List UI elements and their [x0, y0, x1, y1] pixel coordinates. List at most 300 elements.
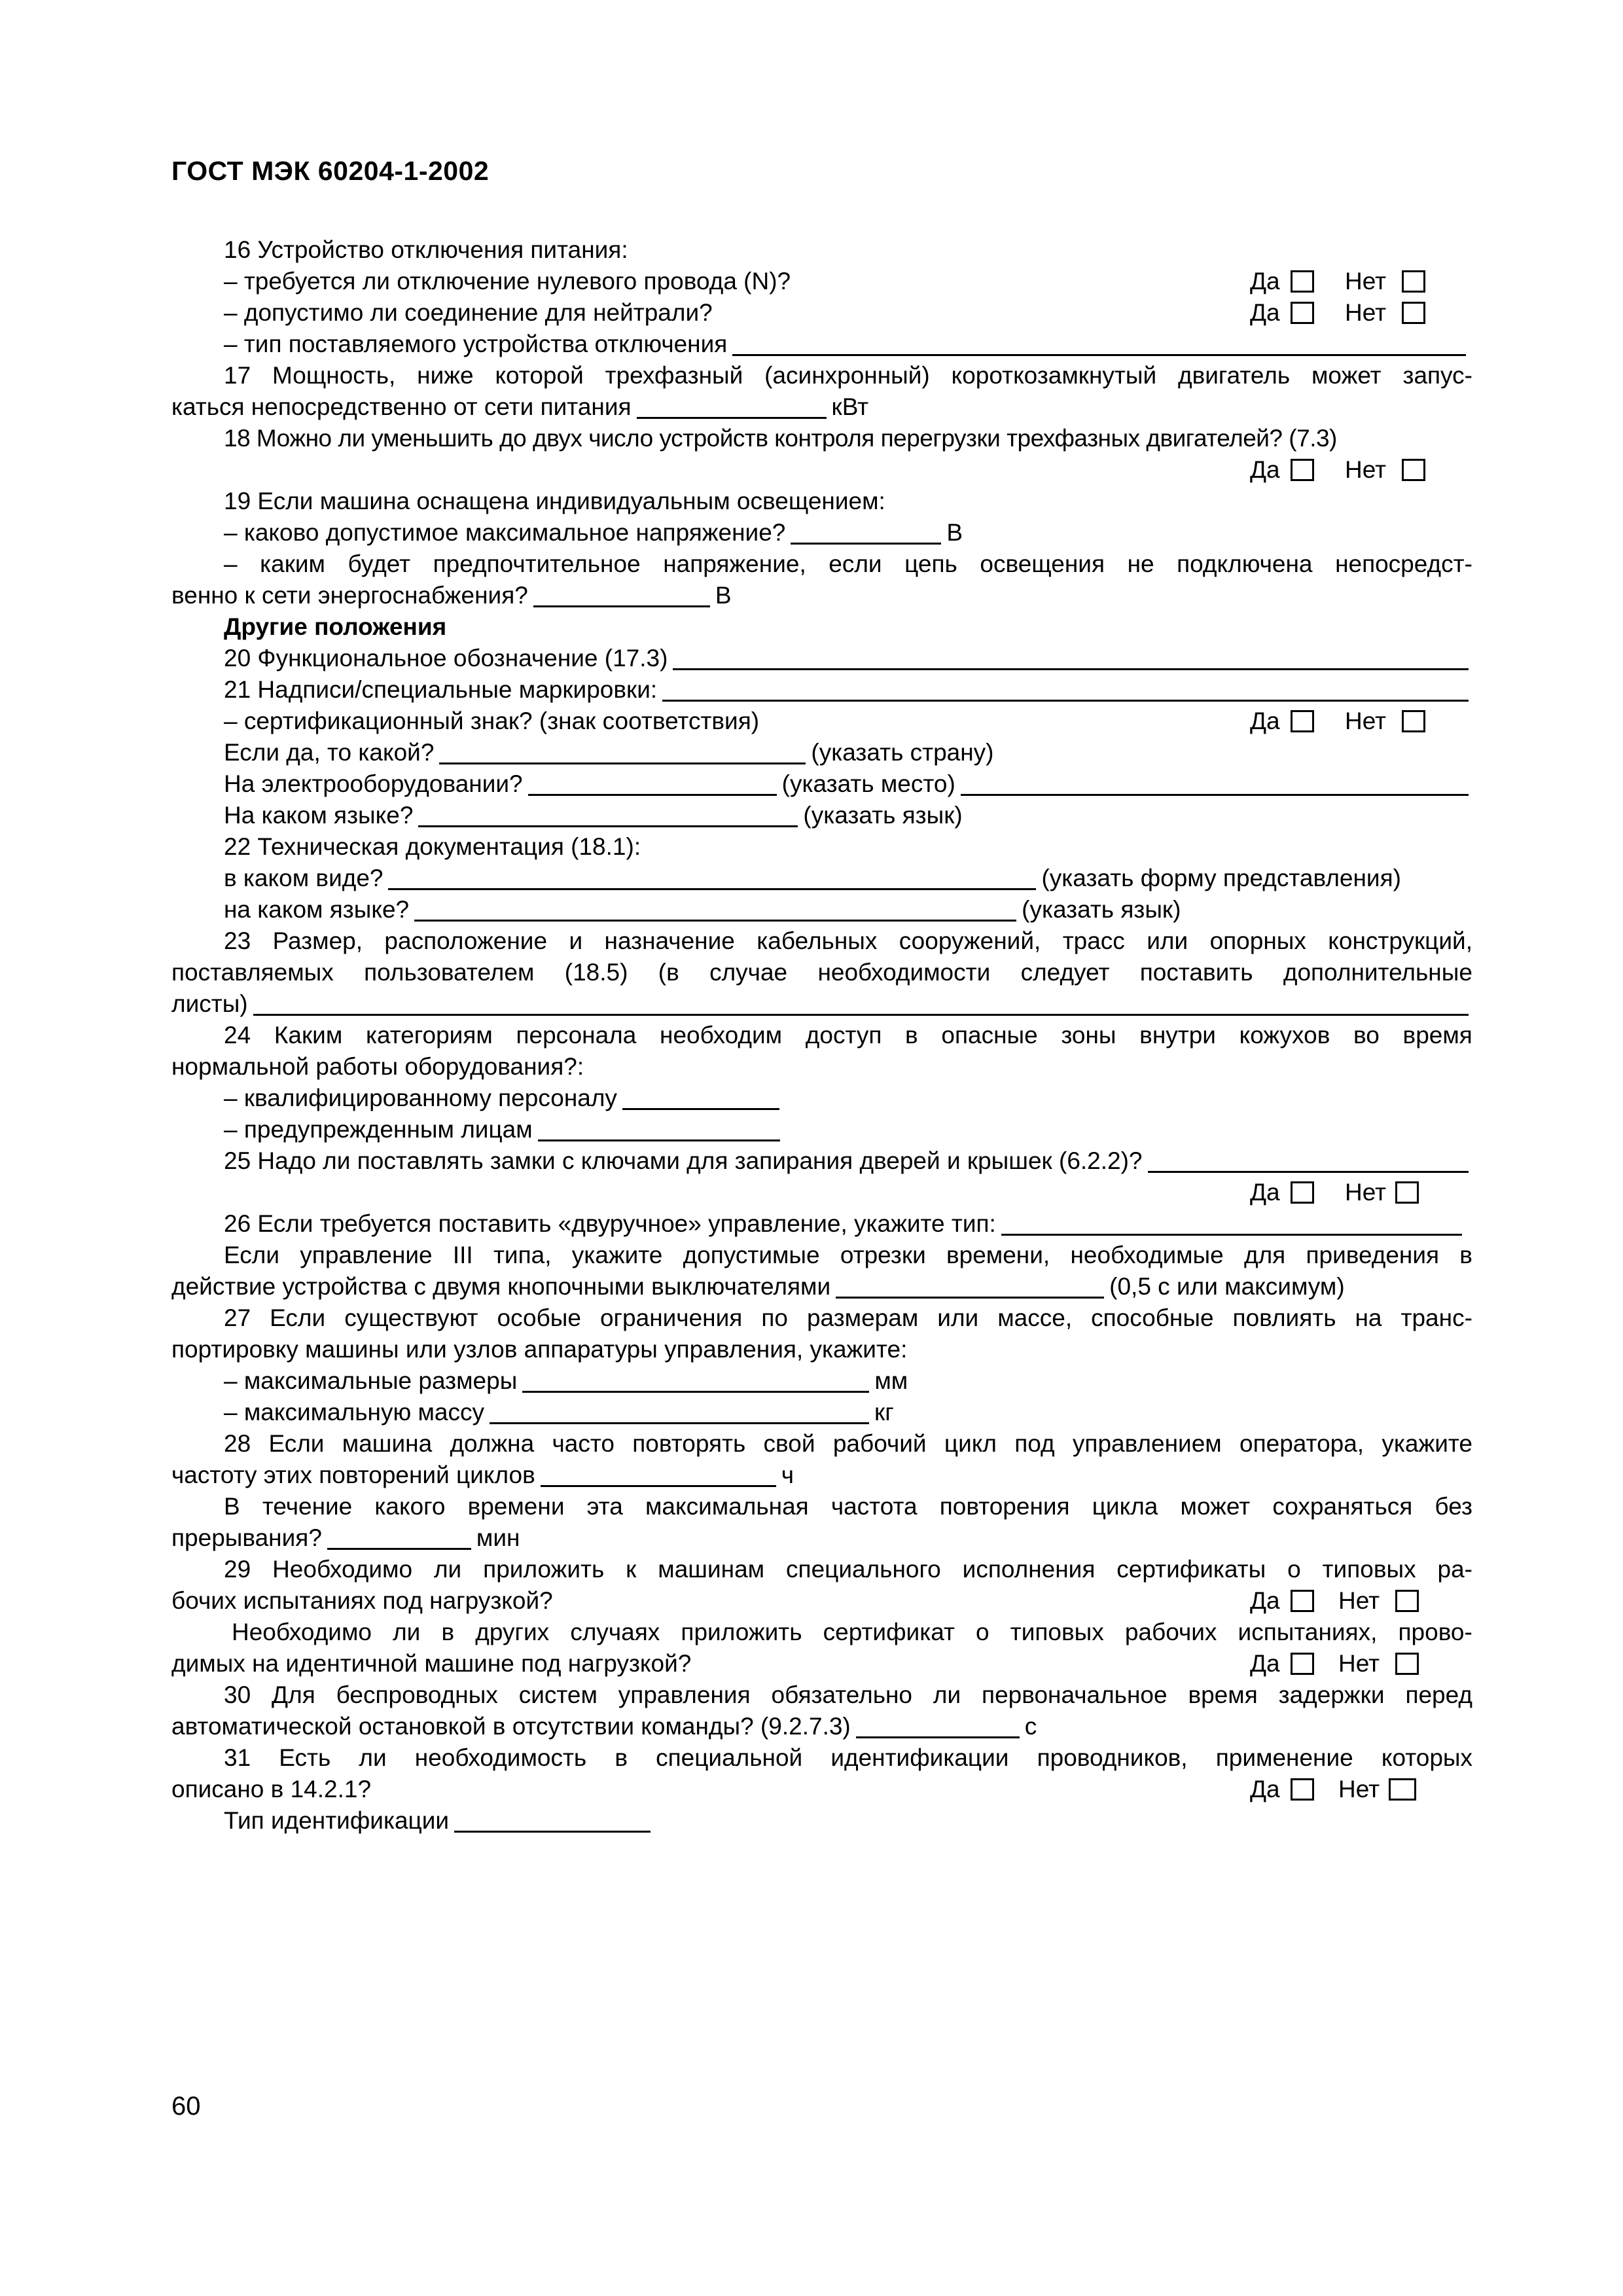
yes-label: Да: [1250, 1776, 1280, 1803]
item-23-line2: [171, 957, 1472, 988]
word: (в: [658, 959, 679, 986]
item-21b-text: Если да, то какой?: [224, 739, 435, 766]
item-27d-text: – максимальную массу: [224, 1399, 485, 1426]
word: или: [1147, 927, 1188, 954]
word: повторения: [939, 1493, 1070, 1520]
item-28-line4: [171, 1522, 1472, 1554]
word: повлиять: [1232, 1304, 1336, 1331]
word: в: [905, 1022, 918, 1049]
item-24c-text: – квалифицированному персоналу: [224, 1085, 617, 1111]
word: типа,: [493, 1242, 552, 1268]
word: категориям: [365, 1022, 493, 1049]
word: применение: [1215, 1744, 1353, 1771]
word: времени: [467, 1493, 565, 1520]
hint-place: (указать место): [781, 770, 955, 797]
fill-line[interactable]: [961, 772, 1469, 796]
word: персонала: [516, 1022, 637, 1049]
mass-field[interactable]: [490, 1400, 869, 1424]
item-18: 18 Можно ли уменьшить до двух число устройств контроля перегрузки трехфазных двигателей? (7.3): [224, 425, 1337, 452]
identification-field[interactable]: [454, 1808, 651, 1833]
word: предпочтительное: [433, 550, 641, 577]
word: машинам: [658, 1556, 765, 1583]
item-29b-text: бочих испытаниях под нагрузкой?: [171, 1587, 553, 1614]
yes-no-25: [1250, 1177, 1472, 1208]
word: Мощность,: [272, 362, 396, 389]
dimensions-field[interactable]: [522, 1369, 869, 1393]
item-19b-line1: [171, 548, 1472, 580]
word: в: [615, 1744, 628, 1771]
word: трасс: [1062, 927, 1125, 954]
word: ограничения: [599, 1304, 743, 1331]
word: 31: [224, 1744, 251, 1771]
item-27d: [171, 1397, 1472, 1428]
word: время: [1188, 1681, 1258, 1708]
word: по: [761, 1304, 788, 1331]
fill-line[interactable]: [662, 677, 1469, 702]
word: в: [441, 1619, 455, 1645]
voltage-field[interactable]: [791, 520, 941, 545]
item-26a-line2: [171, 1271, 1472, 1302]
word: 29: [224, 1556, 251, 1583]
word: сертификат: [823, 1619, 955, 1645]
word: допустимые: [683, 1242, 820, 1268]
word: сертификаты: [1116, 1556, 1266, 1583]
item-26: [171, 1208, 1462, 1240]
item-21c-text: На электрооборудовании?: [224, 770, 523, 797]
item-29d-text: димых на идентичной машине под нагрузкой?: [171, 1650, 692, 1677]
item-19c-text: венно к сети энергоснабжения?: [171, 582, 528, 609]
no-label: Нет: [1345, 1179, 1387, 1206]
item-28d-text: прерывания?: [171, 1524, 322, 1551]
yes-no-21a: [1250, 706, 1472, 737]
word: (асинхронный): [764, 362, 930, 389]
item-16c: [171, 329, 1466, 360]
item-29-line1: [171, 1554, 1472, 1585]
item-16-title: 16 Устройство отключения питания:: [224, 236, 628, 263]
word: идентификации: [830, 1744, 1009, 1771]
item-23-line1: [171, 925, 1472, 957]
word: будет: [348, 550, 411, 577]
equipment-field[interactable]: [528, 772, 777, 796]
item-30b-text: автоматической остановкой в отсутствии команды? (9.2.7.3): [171, 1713, 851, 1740]
yes-no-16b: [1250, 297, 1472, 329]
word: которых: [1381, 1744, 1472, 1771]
fill-line[interactable]: [732, 332, 1466, 356]
yes-checkbox[interactable]: [1291, 710, 1314, 732]
item-16c-text: – тип поставляемого устройства отключения: [224, 331, 728, 357]
item-29-line3: [171, 1617, 1472, 1648]
country-field[interactable]: [439, 740, 806, 764]
word: часто: [552, 1430, 615, 1457]
word: случае: [709, 959, 788, 986]
word: если: [829, 550, 882, 577]
item-28b-text: частоту этих повторений циклов: [171, 1462, 535, 1488]
fill-line[interactable]: [673, 646, 1469, 670]
power-field[interactable]: [637, 395, 827, 419]
time-field[interactable]: [836, 1274, 1104, 1299]
item-16a-text: – требуется ли отключение нулевого провода (N)?: [224, 268, 791, 295]
word: рабочий: [832, 1430, 927, 1457]
word: цепь: [904, 550, 957, 577]
item-21: [171, 674, 1469, 706]
item-27-line2: портировку машины или узлов аппаратуры управления, укажите:: [171, 1336, 908, 1363]
hint-time: (0,5 с или максимум): [1109, 1273, 1345, 1300]
word: III: [452, 1242, 473, 1268]
yes-checkbox[interactable]: [1291, 1778, 1314, 1801]
word: Для: [272, 1681, 315, 1708]
no-label: Нет: [1338, 1587, 1380, 1614]
word: исполнения: [962, 1556, 1096, 1583]
item-26-text: 26 Если требуется поставить «двуручное» управление, укажите тип:: [224, 1210, 996, 1237]
no-checkbox[interactable]: [1389, 1778, 1416, 1801]
no-label: Нет: [1345, 299, 1387, 326]
unit-kw: кВт: [831, 393, 869, 420]
word: кабельных: [757, 927, 878, 954]
hint-form: (указать форму представления): [1041, 865, 1401, 891]
language-field[interactable]: [418, 803, 798, 827]
item-17-text: каться непосредственно от сети питания: [171, 393, 632, 420]
item-26a-line1: [171, 1240, 1472, 1271]
item-21a-text: – сертификационный знак? (знак соответствия): [224, 708, 760, 734]
fill-line[interactable]: [1148, 1149, 1469, 1173]
word: опорных: [1209, 927, 1306, 954]
word: конструкций,: [1328, 927, 1472, 954]
language-field[interactable]: [414, 897, 1016, 922]
item-24-line2: нормальной работы оборудования?:: [171, 1053, 584, 1080]
word: Если: [224, 1242, 280, 1268]
item-19b-line2: [171, 580, 1472, 611]
word: задержки: [1278, 1681, 1385, 1708]
word: управлением: [1072, 1430, 1222, 1457]
item-28-line3: [171, 1491, 1472, 1522]
no-label: Нет: [1345, 268, 1387, 295]
unit-mm: мм: [874, 1367, 908, 1394]
word: которой: [495, 362, 584, 389]
item-21d: [171, 800, 1472, 831]
word: машина: [342, 1430, 433, 1457]
word: цикла: [1092, 1493, 1158, 1520]
item-31c: [171, 1805, 1472, 1837]
item-21-text: 21 Надписи/специальные маркировки:: [224, 676, 658, 703]
word: прово-: [1398, 1619, 1472, 1645]
item-22a: [171, 863, 1472, 894]
word: без: [1435, 1493, 1472, 1520]
yes-label: Да: [1250, 708, 1280, 734]
word: на: [1355, 1304, 1382, 1331]
word: кожухов: [1239, 1022, 1330, 1049]
yes-checkbox[interactable]: [1291, 1181, 1314, 1204]
word: непосредст-: [1335, 550, 1472, 577]
word: укажите: [571, 1242, 663, 1268]
word: 23: [224, 927, 251, 954]
yes-no-16a: [1250, 266, 1472, 297]
warned-field[interactable]: [538, 1117, 780, 1141]
word: типовых: [1322, 1556, 1416, 1583]
word: двигатель: [1178, 362, 1291, 389]
word: размерам: [806, 1304, 919, 1331]
yes-checkbox[interactable]: [1291, 270, 1314, 293]
item-24-line1: [171, 1020, 1472, 1051]
item-24c: [171, 1083, 1472, 1114]
item-24d: [171, 1114, 1472, 1145]
word: какого: [374, 1493, 446, 1520]
word: Необходимо: [232, 1619, 372, 1645]
word: свой: [763, 1430, 815, 1457]
item-23c-text: листы): [171, 990, 248, 1017]
word: ниже: [417, 362, 474, 389]
word: может: [1311, 362, 1382, 389]
word: ли: [933, 1681, 961, 1708]
no-checkbox[interactable]: [1395, 1653, 1419, 1675]
word: ра-: [1437, 1556, 1472, 1583]
word: отрезки: [840, 1242, 926, 1268]
word: опасные: [941, 1022, 1038, 1049]
item-16b-text: – допустимо ли соединение для нейтрали?: [224, 299, 713, 326]
word: необходимость: [414, 1744, 587, 1771]
page-number: 60: [171, 2092, 201, 2121]
unit-v: В: [715, 582, 732, 609]
word: Есть: [279, 1744, 331, 1771]
word: расположение: [384, 927, 548, 954]
no-label: Нет: [1345, 456, 1387, 483]
word: других: [475, 1619, 550, 1645]
word: управления: [618, 1681, 751, 1708]
item-28-line1: [171, 1428, 1472, 1460]
word: испытаниях,: [1238, 1619, 1378, 1645]
word: о: [976, 1619, 990, 1645]
yes-checkbox[interactable]: [1291, 1653, 1314, 1675]
item-30-line1: [171, 1679, 1472, 1711]
word: 24: [224, 1022, 251, 1049]
word: под: [1014, 1430, 1055, 1457]
item-21d-text: На каком языке?: [224, 802, 414, 829]
word: необходимости: [817, 959, 991, 986]
fill-line[interactable]: [1001, 1211, 1462, 1236]
form-field[interactable]: [388, 866, 1036, 890]
word: случаях: [570, 1619, 660, 1645]
word: систем: [518, 1681, 597, 1708]
item-27c: [171, 1365, 1472, 1397]
no-checkbox[interactable]: [1395, 1181, 1419, 1204]
word: В: [224, 1493, 240, 1520]
word: Каким: [274, 1022, 343, 1049]
word: каким: [260, 550, 325, 577]
word: должна: [450, 1430, 535, 1457]
item-21c: [171, 768, 1469, 800]
word: –: [224, 550, 238, 577]
item-31-line1: [171, 1742, 1472, 1774]
word: рабочих: [1124, 1619, 1217, 1645]
word: способные: [1091, 1304, 1214, 1331]
word: запус-: [1402, 362, 1472, 389]
word: во: [1353, 1022, 1380, 1049]
unit-v: В: [946, 519, 963, 546]
item-20-text: 20 Функциональное обозначение (17.3): [224, 645, 668, 672]
word: 27: [224, 1304, 251, 1331]
no-label: Нет: [1338, 1650, 1380, 1677]
word: пользователем: [364, 959, 535, 986]
word: сооружений,: [899, 927, 1041, 954]
unit-min: мин: [476, 1524, 520, 1551]
word: для: [1243, 1242, 1286, 1268]
yes-label: Да: [1250, 456, 1280, 483]
word: 30: [224, 1681, 251, 1708]
word: обязательно: [771, 1681, 912, 1708]
yes-label: Да: [1250, 299, 1280, 326]
hint-language: (указать язык): [803, 802, 963, 829]
yes-no-31: [1250, 1774, 1472, 1805]
item-23-line3: [171, 988, 1469, 1020]
word: приложить: [681, 1619, 802, 1645]
yes-label: Да: [1250, 1650, 1280, 1677]
word: управление: [300, 1242, 433, 1268]
word: укажите: [1382, 1430, 1472, 1457]
item-28-line2: [171, 1460, 1472, 1491]
word: частота: [830, 1493, 918, 1520]
word: освещения: [980, 550, 1105, 577]
word: специальной: [656, 1744, 803, 1771]
word: течение: [262, 1493, 353, 1520]
word: назначение: [604, 927, 735, 954]
fill-line[interactable]: [253, 992, 1469, 1016]
item-17-line1: [171, 360, 1472, 391]
word: особые: [497, 1304, 581, 1331]
yes-no-29a: [1250, 1585, 1472, 1617]
word: к: [626, 1556, 637, 1583]
unit-kg: кг: [874, 1399, 894, 1426]
word: напряжение,: [663, 550, 806, 577]
unit-s: с: [1024, 1713, 1037, 1740]
item-31c-text: Тип идентификации: [224, 1807, 450, 1834]
yes-label: Да: [1250, 1179, 1280, 1206]
duration-field[interactable]: [327, 1526, 471, 1550]
word: ли: [359, 1744, 387, 1771]
item-19a-text: – каково допустимое максимальное напряжение?: [224, 519, 786, 546]
word: массе,: [997, 1304, 1073, 1331]
item-17-line2: [171, 391, 1472, 423]
word: доступ: [805, 1022, 882, 1049]
item-22a-text: в каком виде?: [224, 865, 383, 891]
item-22b-text: на каком языке?: [224, 896, 410, 923]
yes-checkbox[interactable]: [1291, 302, 1314, 324]
word: о: [1287, 1556, 1301, 1583]
no-checkbox[interactable]: [1402, 710, 1425, 732]
unit-h: ч: [781, 1462, 794, 1488]
item-25: [171, 1145, 1469, 1177]
word: типовых: [1010, 1619, 1104, 1645]
word: Размер,: [272, 927, 363, 954]
word: специального: [786, 1556, 941, 1583]
word: беспроводных: [336, 1681, 498, 1708]
document-header: ГОСТ МЭК 60204-1-2002: [171, 156, 490, 186]
hint-language: (указать язык): [1022, 896, 1181, 923]
no-checkbox[interactable]: [1402, 270, 1425, 293]
word: может: [1180, 1493, 1251, 1520]
word: необходимые: [1070, 1242, 1224, 1268]
word: 17: [224, 362, 251, 389]
word: максимальная: [645, 1493, 809, 1520]
word: Если: [268, 1430, 325, 1457]
section-other-provisions: Другие положения: [224, 613, 447, 640]
word: в: [1459, 1242, 1472, 1268]
yes-checkbox[interactable]: [1291, 1590, 1314, 1612]
word: Необходимо: [272, 1556, 413, 1583]
word: короткозамкнутый: [951, 362, 1157, 389]
word: проводников,: [1037, 1744, 1188, 1771]
no-label: Нет: [1345, 708, 1387, 734]
word: время: [1402, 1022, 1472, 1049]
word: эта: [586, 1493, 623, 1520]
item-27-line1: [171, 1302, 1472, 1334]
yes-no-29b: [1250, 1648, 1472, 1679]
item-27c-text: – максимальные размеры: [224, 1367, 518, 1394]
word: трехфазный: [605, 362, 743, 389]
item-19-title: 19 Если машина оснащена индивидуальным освещением:: [224, 488, 885, 514]
word: не: [1127, 550, 1154, 577]
frequency-field[interactable]: [541, 1463, 776, 1487]
item-22: 22 Техническая документация (18.1):: [224, 833, 641, 860]
word: поставить: [1139, 959, 1253, 986]
word: первоначальное: [982, 1681, 1168, 1708]
delay-field[interactable]: [856, 1714, 1020, 1738]
item-26b-text: действие устройства с двумя кнопочными выключателями: [171, 1273, 831, 1300]
word: сохраняться: [1272, 1493, 1413, 1520]
yes-label: Да: [1250, 1587, 1280, 1614]
item-20: [171, 643, 1469, 674]
item-22b: [171, 894, 1472, 925]
item-21b: [171, 737, 1472, 768]
word: повторять: [632, 1430, 746, 1457]
yes-no-18: [1250, 454, 1472, 486]
item-25-text: 25 Надо ли поставлять замки с ключами для запирания дверей и крышек (6.2.2)?: [224, 1147, 1143, 1174]
hint-country: (указать страну): [811, 739, 994, 766]
item-24d-text: – предупрежденным лицам: [224, 1116, 533, 1143]
word: оператора,: [1240, 1430, 1364, 1457]
yes-checkbox[interactable]: [1291, 459, 1314, 481]
word: 28: [224, 1430, 251, 1457]
word: существуют: [344, 1304, 478, 1331]
word: ли: [393, 1619, 421, 1645]
no-checkbox[interactable]: [1402, 459, 1425, 481]
word: подключена: [1177, 550, 1313, 577]
word: цикл: [944, 1430, 997, 1457]
word: зоны: [1061, 1022, 1116, 1049]
word: времени,: [946, 1242, 1050, 1268]
word: и: [569, 927, 583, 954]
word: следует: [1020, 959, 1110, 986]
word: транс-: [1400, 1304, 1472, 1331]
word: необходим: [660, 1022, 783, 1049]
word: поставляемых: [171, 959, 334, 986]
word: дополнительные: [1283, 959, 1472, 986]
word: внутри: [1139, 1022, 1216, 1049]
item-19a: [171, 517, 1472, 548]
qualified-field[interactable]: [622, 1086, 779, 1110]
word: приложить: [483, 1556, 605, 1583]
no-checkbox[interactable]: [1395, 1590, 1419, 1612]
word: Если: [270, 1304, 326, 1331]
word: перед: [1405, 1681, 1472, 1708]
voltage-field[interactable]: [533, 583, 710, 607]
no-checkbox[interactable]: [1402, 302, 1425, 324]
word: ли: [433, 1556, 462, 1583]
item-30-line2: [171, 1711, 1472, 1742]
word: приведения: [1306, 1242, 1440, 1268]
item-31b-text: описано в 14.2.1?: [171, 1776, 372, 1803]
yes-label: Да: [1250, 268, 1280, 295]
word: или: [937, 1304, 979, 1331]
word: (18.5): [564, 959, 628, 986]
